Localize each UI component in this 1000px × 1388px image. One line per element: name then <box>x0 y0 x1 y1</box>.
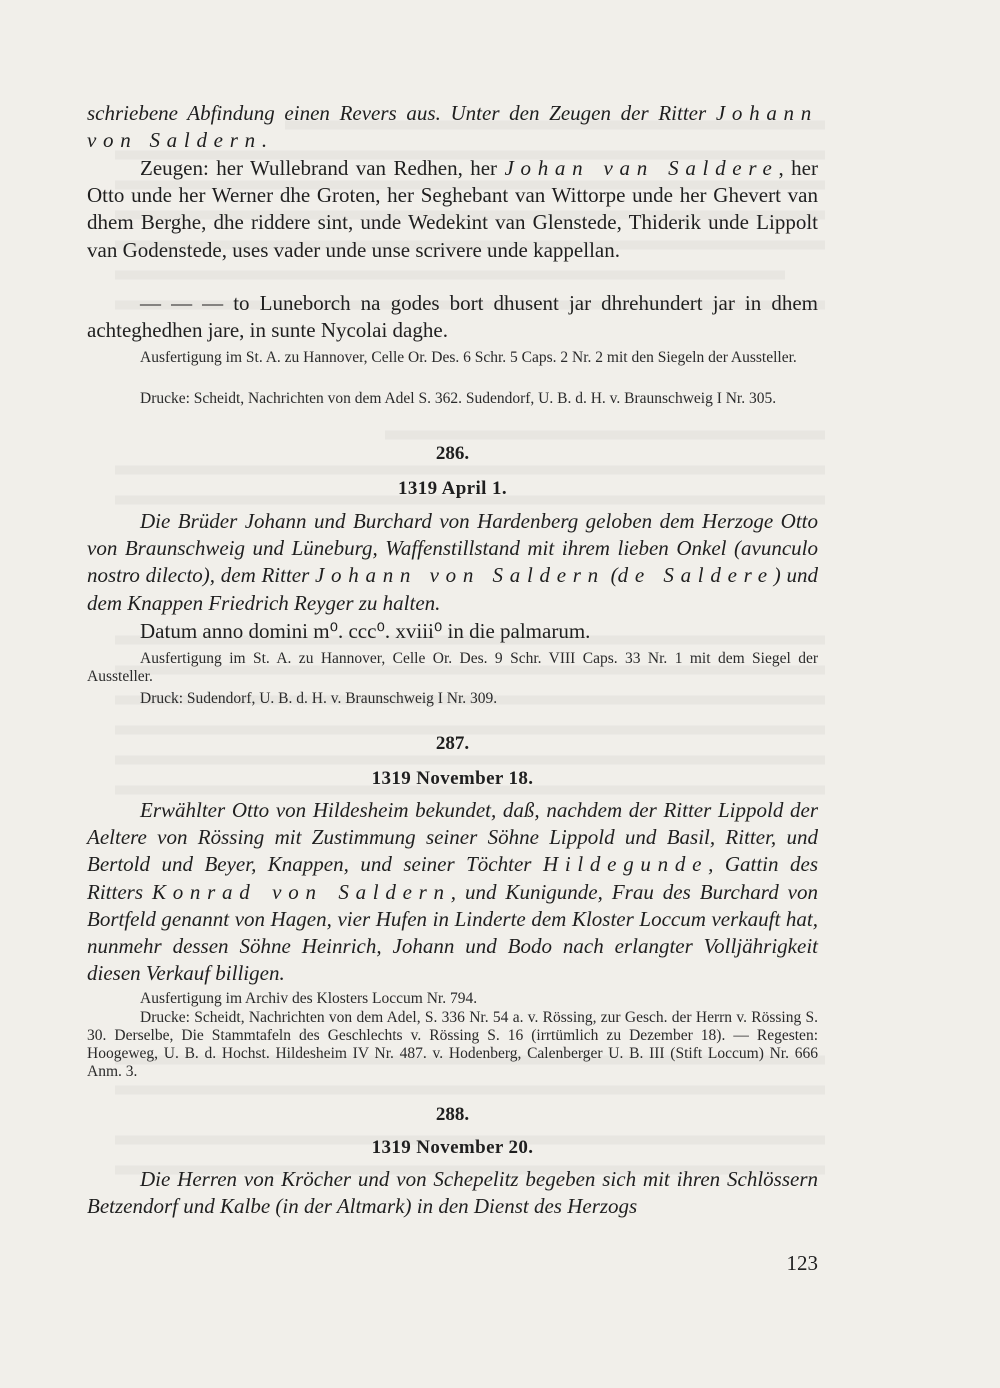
entry-286-regest: Die Brüder Johann und Burchard von Hardenberg geloben dem Herzoge Otto von Braunschweig und Lüneburg, Waffenstillstand mit ihrem lieben Onkel (avunculo nostro dilecto), dem Ritter Johann von Saldern (de Saldere) und dem Knappen Friedrich Reyger zu halten. <box>87 509 818 615</box>
entry-286-date: 1319 April 1. <box>398 478 507 499</box>
archival-note-original: Ausfertigung im St. A. zu Hannover, Celle Or. Des. 6 Schr. 5 Caps. 2 Nr. 2 mit den Siegeln der Aussteller. <box>140 349 797 366</box>
previous-entry-continuation <box>87 100 818 154</box>
entry-286-note-print: Druck: Sudendorf, U. B. d. H. v. Braunschweig I Nr. 309. <box>140 690 498 707</box>
entry-288-regest: Die Herren von Kröcher und von Schepelitz begeben sich mit ihren Schlössern Betzendorf und Kalbe (in der Altmark) in den Dienst des Herzogs <box>87 1167 818 1219</box>
entry-287-number: 287. <box>435 733 470 754</box>
summary-continuation: schriebene Abfindung einen Revers aus. Unter den Zeugen der Ritter Johann von Saldern. <box>87 101 818 153</box>
entry-288-number: 288. <box>435 1104 470 1125</box>
entry-287-note-original: Ausfertigung im Archiv des Klosters Loccum Nr. 794. <box>140 990 478 1007</box>
entry-286-number: 286. <box>435 443 470 464</box>
entry-287-date: 1319 November 18. <box>371 768 534 789</box>
entry-288-date: 1319 November 20. <box>371 1137 534 1158</box>
page-number: 123 <box>786 1251 818 1275</box>
entry-286-dating: Datum anno domini m⁰. ccc⁰. xviii⁰ in die palmarum. <box>140 619 591 643</box>
entry-287-regest: Erwählter Otto von Hildesheim bekundet, daß, nachdem der Ritter Lippold der Aeltere von Rössing mit Zustimmung seiner Söhne Lippold und Basil, Ritter, und Bertold und Beyer, Knappen, und seiner Töchter Hildegunde, Gattin des Ritters Konrad von Saldern, und Kunigunde, Frau des Burchard von Bortfeld genannt von Hagen, vier Hufen in Linderte dem Kloster Loccum verkauft hat, nunmehr dessen Söhne Heinrich, Johann und Bodo nach erlangter Volljährigkeit diesen Verkauf billigen. <box>87 798 818 986</box>
archival-note-prints: Drucke: Scheidt, Nachrichten von dem Adel S. 362. Sudendorf, U. B. d. H. v. Braunschweig I Nr. 305. <box>140 390 777 407</box>
dating-clause: — — — to Luneborch na godes bort dhusent jar dhrehundert jar in dhem achteghedhen jare, in sunte Nycolai daghe. <box>87 291 818 343</box>
entry-286-note-original: Ausfertigung im St. A. zu Hannover, Celle Or. Des. 9 Schr. VIII Caps. 33 Nr. 1 mit dem Siegel der Aussteller. <box>87 650 818 685</box>
witness-list: Zeugen: her Wullebrand van Redhen, her Johan van Saldere, her Otto unde her Werner dhe Groten, her Seghebant van Wittorpe unde her Ghevert van dhem Berghe, dhe riddere sint, unde Wedekint van Glenstede, Thiderik unde Lippolt van Godenstede, uses vader unde unse scrivere unde kappellan. <box>87 156 818 262</box>
entry-287-note-prints: Drucke: Scheidt, Nachrichten von dem Adel, S. 336 Nr. 54 a. v. Rössing, zur Gesch. der Herrn v. Rössing S. 30. Derselbe, Die Stammtafeln des Geschlechts v. Rössing S. 16 (irrtümlich zu Dezember 18). — Regesten: Hoogeweg, U. B. d. Hochst. Hildesheim IV Nr. 487. v. Hodenberg, Calenberger U. B. III (Stift Loccum) Nr. 666 Anm. 3. <box>87 1009 818 1080</box>
